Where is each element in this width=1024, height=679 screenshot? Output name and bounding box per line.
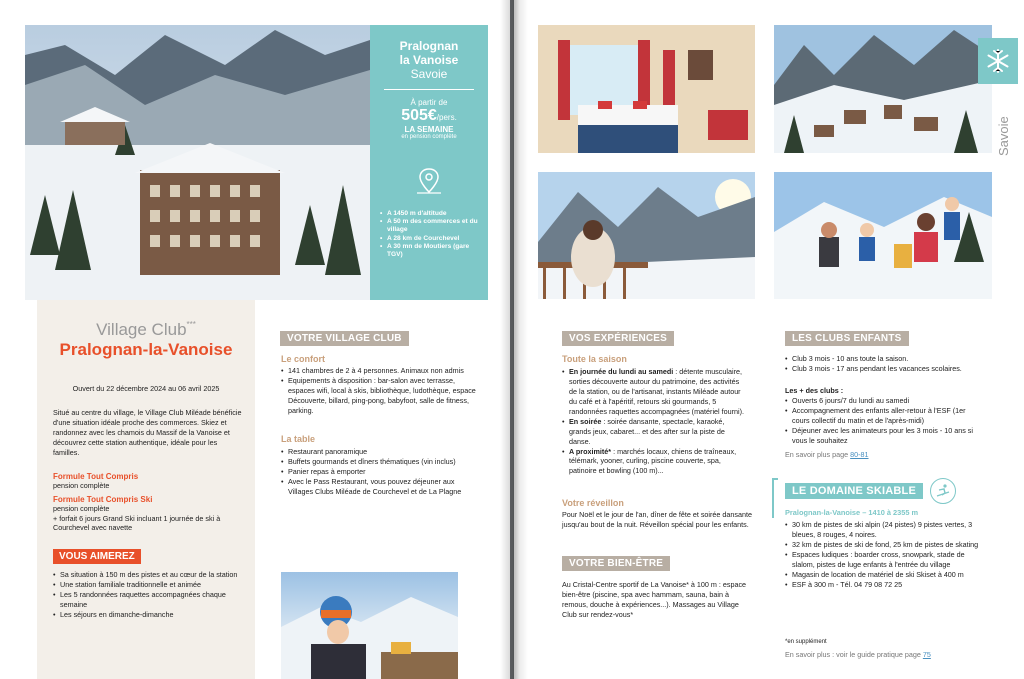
- guide-note: [785, 650, 931, 660]
- child-ski-photo: [281, 572, 458, 679]
- panel-divider: [384, 89, 474, 90]
- ski-list: [785, 520, 985, 590]
- ski-item: • 30 km de pistes de ski alpin (24 pistes) 9 pistes vertes, 3 bleues, 8 rouges, 4 noires.: [785, 520, 985, 540]
- table-item: • Buffets gourmands et dîners thématiques (vin inclus): [281, 457, 471, 467]
- confort-heading: Le confort: [281, 354, 325, 364]
- ski-sub: Pralognan-la-Vanoise – 1410 à 2355 m: [785, 508, 919, 517]
- kids-plus-item: • Accompagnement des enfants aller-retour à l'ESF (1er cours collectif du matin et de l'après-midi): [785, 406, 980, 426]
- like-item: • Une station familiale traditionnelle et animée: [53, 580, 245, 590]
- ski-heading-frame: [772, 478, 778, 518]
- region-label: Savoie: [410, 67, 448, 81]
- stars: ***: [186, 320, 196, 329]
- family-snow-photo: [774, 172, 992, 299]
- kids-plus-heading: Les + des clubs :: [785, 386, 844, 395]
- like-item: • Les 5 randonnées raquettes accompagnées chaque semaine: [53, 590, 245, 610]
- table-list: [281, 447, 471, 497]
- experience-item: [562, 447, 747, 477]
- savoie-tab: [992, 38, 1024, 168]
- mountain-view-photo: [538, 172, 755, 299]
- like-item: • Les séjours en dimanche-dimanche: [53, 610, 245, 620]
- experience-text: : marchés locaux, chiens de traîneaux, télémark, yooner, curling, piscine couverte, spa, patinoire et bowling (100 m)...: [569, 446, 737, 476]
- room-photo: [538, 25, 755, 153]
- price-board: en pension complète: [401, 134, 457, 140]
- kids-plus-item: • Ouverts 6 jours/7 du lundi au samedi: [785, 396, 980, 406]
- formula-1-desc: pension complète: [53, 480, 110, 490]
- location-pin-icon: [414, 166, 444, 196]
- experience-bold: En journée du lundi au samedi: [569, 367, 674, 376]
- kids-more-label: En savoir plus page: [785, 450, 849, 459]
- tab-label: Savoie: [996, 116, 1011, 156]
- experience-item: [562, 417, 747, 447]
- club-name: Pralognan-la-Vanoise: [59, 340, 233, 359]
- kids-list: [785, 354, 975, 374]
- kids-item: • Club 3 mois - 17 ans pendant les vacances scolaires.: [785, 364, 975, 374]
- experience-item: [562, 367, 747, 417]
- confort-list: [281, 366, 479, 416]
- guide-label: En savoir plus : voir le guide pratique page: [785, 650, 921, 659]
- guide-page-link[interactable]: 75: [922, 650, 931, 659]
- confort-item: • 141 chambres de 2 à 4 personnes. Animaux non admis: [281, 366, 479, 376]
- village-heading: VOTRE VILLAGE CLUB: [280, 331, 409, 346]
- price-week: LA SEMAINE: [404, 125, 454, 134]
- experience-bold: A proximité*: [569, 446, 612, 456]
- price-panel: [370, 25, 488, 300]
- confort-item: • Equipements à disposition : bar-salon avec terrasse, espaces wifi, local à skis, bibliothèque, ludothèque, espace Découverte, billard, ping-pong, babyfoot, salle de fitness, parking.: [281, 376, 479, 416]
- village-snow-photo: [774, 25, 992, 153]
- likes-heading: VOUS AIMEREZ: [53, 549, 141, 564]
- club-label: Village Club: [96, 320, 187, 339]
- intro-column: [37, 300, 255, 679]
- price-per: /pers.: [436, 113, 457, 122]
- wellbeing-text: Au Cristal-Centre sportif de La Vanoise* à 100 m : espace bien-être (piscine, spa avec hammam, sauna, bain à remous, douche à expériences...). Massages au Village Club sur rendez-vous*: [562, 580, 747, 619]
- kids-more: [785, 450, 869, 460]
- experience-text: : détente musculaire, sorties découverte autour du patrimoine, des activités de la station, ou de l'artisanat, instants Miléade autour du café et à l'apéritif, retours ski gourmands, 5 randonnées raquettes accompagnées (matériel fourni).: [569, 367, 744, 416]
- place-name-1: Pralognan: [399, 39, 459, 53]
- price-value: 505€: [401, 107, 437, 124]
- likes-list: [53, 570, 245, 620]
- price-line: [370, 107, 488, 125]
- fact-item: • A 1450 m d'altitude: [380, 210, 480, 218]
- season-heading: Toute la saison: [562, 354, 627, 364]
- experience-bold: En soirée: [569, 416, 602, 426]
- right-page: [514, 0, 1024, 679]
- experiences-list: [562, 367, 747, 476]
- ski-heading: LE DOMAINE SKIABLE: [785, 483, 923, 499]
- ski-item: • Espaces ludiques : boarder cross, snowpark, stade de slalom, pistes de luge enfants à l'entrée du village: [785, 550, 985, 570]
- kids-more-link[interactable]: 80-81: [850, 450, 869, 459]
- table-heading: La table: [281, 434, 316, 444]
- reveillon-heading: Votre réveillon: [562, 498, 624, 508]
- ski-item: • 32 km de pistes de ski de fond, 25 km de pistes de skating: [785, 540, 985, 550]
- experience-text: : soirée dansante, spectacle, karaoké, grands jeux, cabaret... et des after sur la piste de danse.: [569, 416, 725, 446]
- ski-item: • ESF à 300 m - Tél. 04 79 08 72 25: [785, 580, 985, 590]
- club-title: [37, 320, 255, 340]
- table-item: • Avec le Pass Restaurant, vous pouvez déjeuner aux Villages Clubs Miléade de Courchevel et de La Plagne: [281, 477, 471, 497]
- table-item: • Panier repas à emporter: [281, 467, 471, 477]
- left-page: [0, 0, 510, 679]
- formula-2-desc: pension complète + forfait 6 jours Grand Ski incluant 1 journée de ski à Courchevel avec navette: [53, 503, 221, 533]
- intro-text: Situé au centre du village, le Village Club Miléade bénéficie d'une situation idéale proche des commerces. Skiez et randonnez avec les chamois du Massif de la Vanoise et découvrez cette station authentique, idéale pour les familles.: [53, 407, 242, 457]
- skier-icon: [930, 478, 956, 504]
- fact-item: • A 50 m des commerces et du village: [380, 218, 480, 234]
- ski-item: • Magasin de location de matériel de ski Skiset à 400 m: [785, 570, 985, 580]
- kids-heading: LES CLUBS ENFANTS: [785, 331, 909, 346]
- like-item: • Sa situation à 150 m des pistes et au cœur de la station: [53, 570, 245, 580]
- fact-item: • A 28 km de Courchevel: [380, 235, 480, 243]
- wellbeing-heading: VOTRE BIEN-ÊTRE: [562, 556, 670, 571]
- hero-facts: [380, 210, 480, 259]
- open-dates: Ouvert du 22 décembre 2024 au 06 avril 2025: [72, 384, 220, 393]
- hotel-illustration: [25, 25, 370, 300]
- formula-2: Formule Tout Compris Ski: [53, 494, 153, 504]
- snowflake-icon: [978, 38, 1018, 84]
- hero-hotel-photo: [25, 25, 370, 300]
- kids-item: • Club 3 mois - 10 ans toute la saison.: [785, 354, 975, 364]
- kids-plus-item: • Déjeuner avec les animateurs pour les 3 mois - 10 ans si vous le souhaitez: [785, 426, 980, 446]
- fact-item: • A 30 mn de Moutiers (gare TGV): [380, 243, 480, 259]
- table-item: • Restaurant panoramique: [281, 447, 471, 457]
- formula-1: Formule Tout Compris: [53, 471, 139, 481]
- kids-plus-list: [785, 396, 980, 446]
- supplement-note: *en supplément: [785, 639, 827, 645]
- price-from: À partir de: [410, 98, 448, 107]
- reveillon-text: Pour Noël et le jour de l'an, dîner de fête et soirée dansante jusqu'au bout de la nuit. Réveillon spécial pour les enfants.: [562, 510, 752, 529]
- experiences-heading: VOS EXPÉRIENCES: [562, 331, 674, 346]
- place-name-2: la Vanoise: [399, 53, 459, 67]
